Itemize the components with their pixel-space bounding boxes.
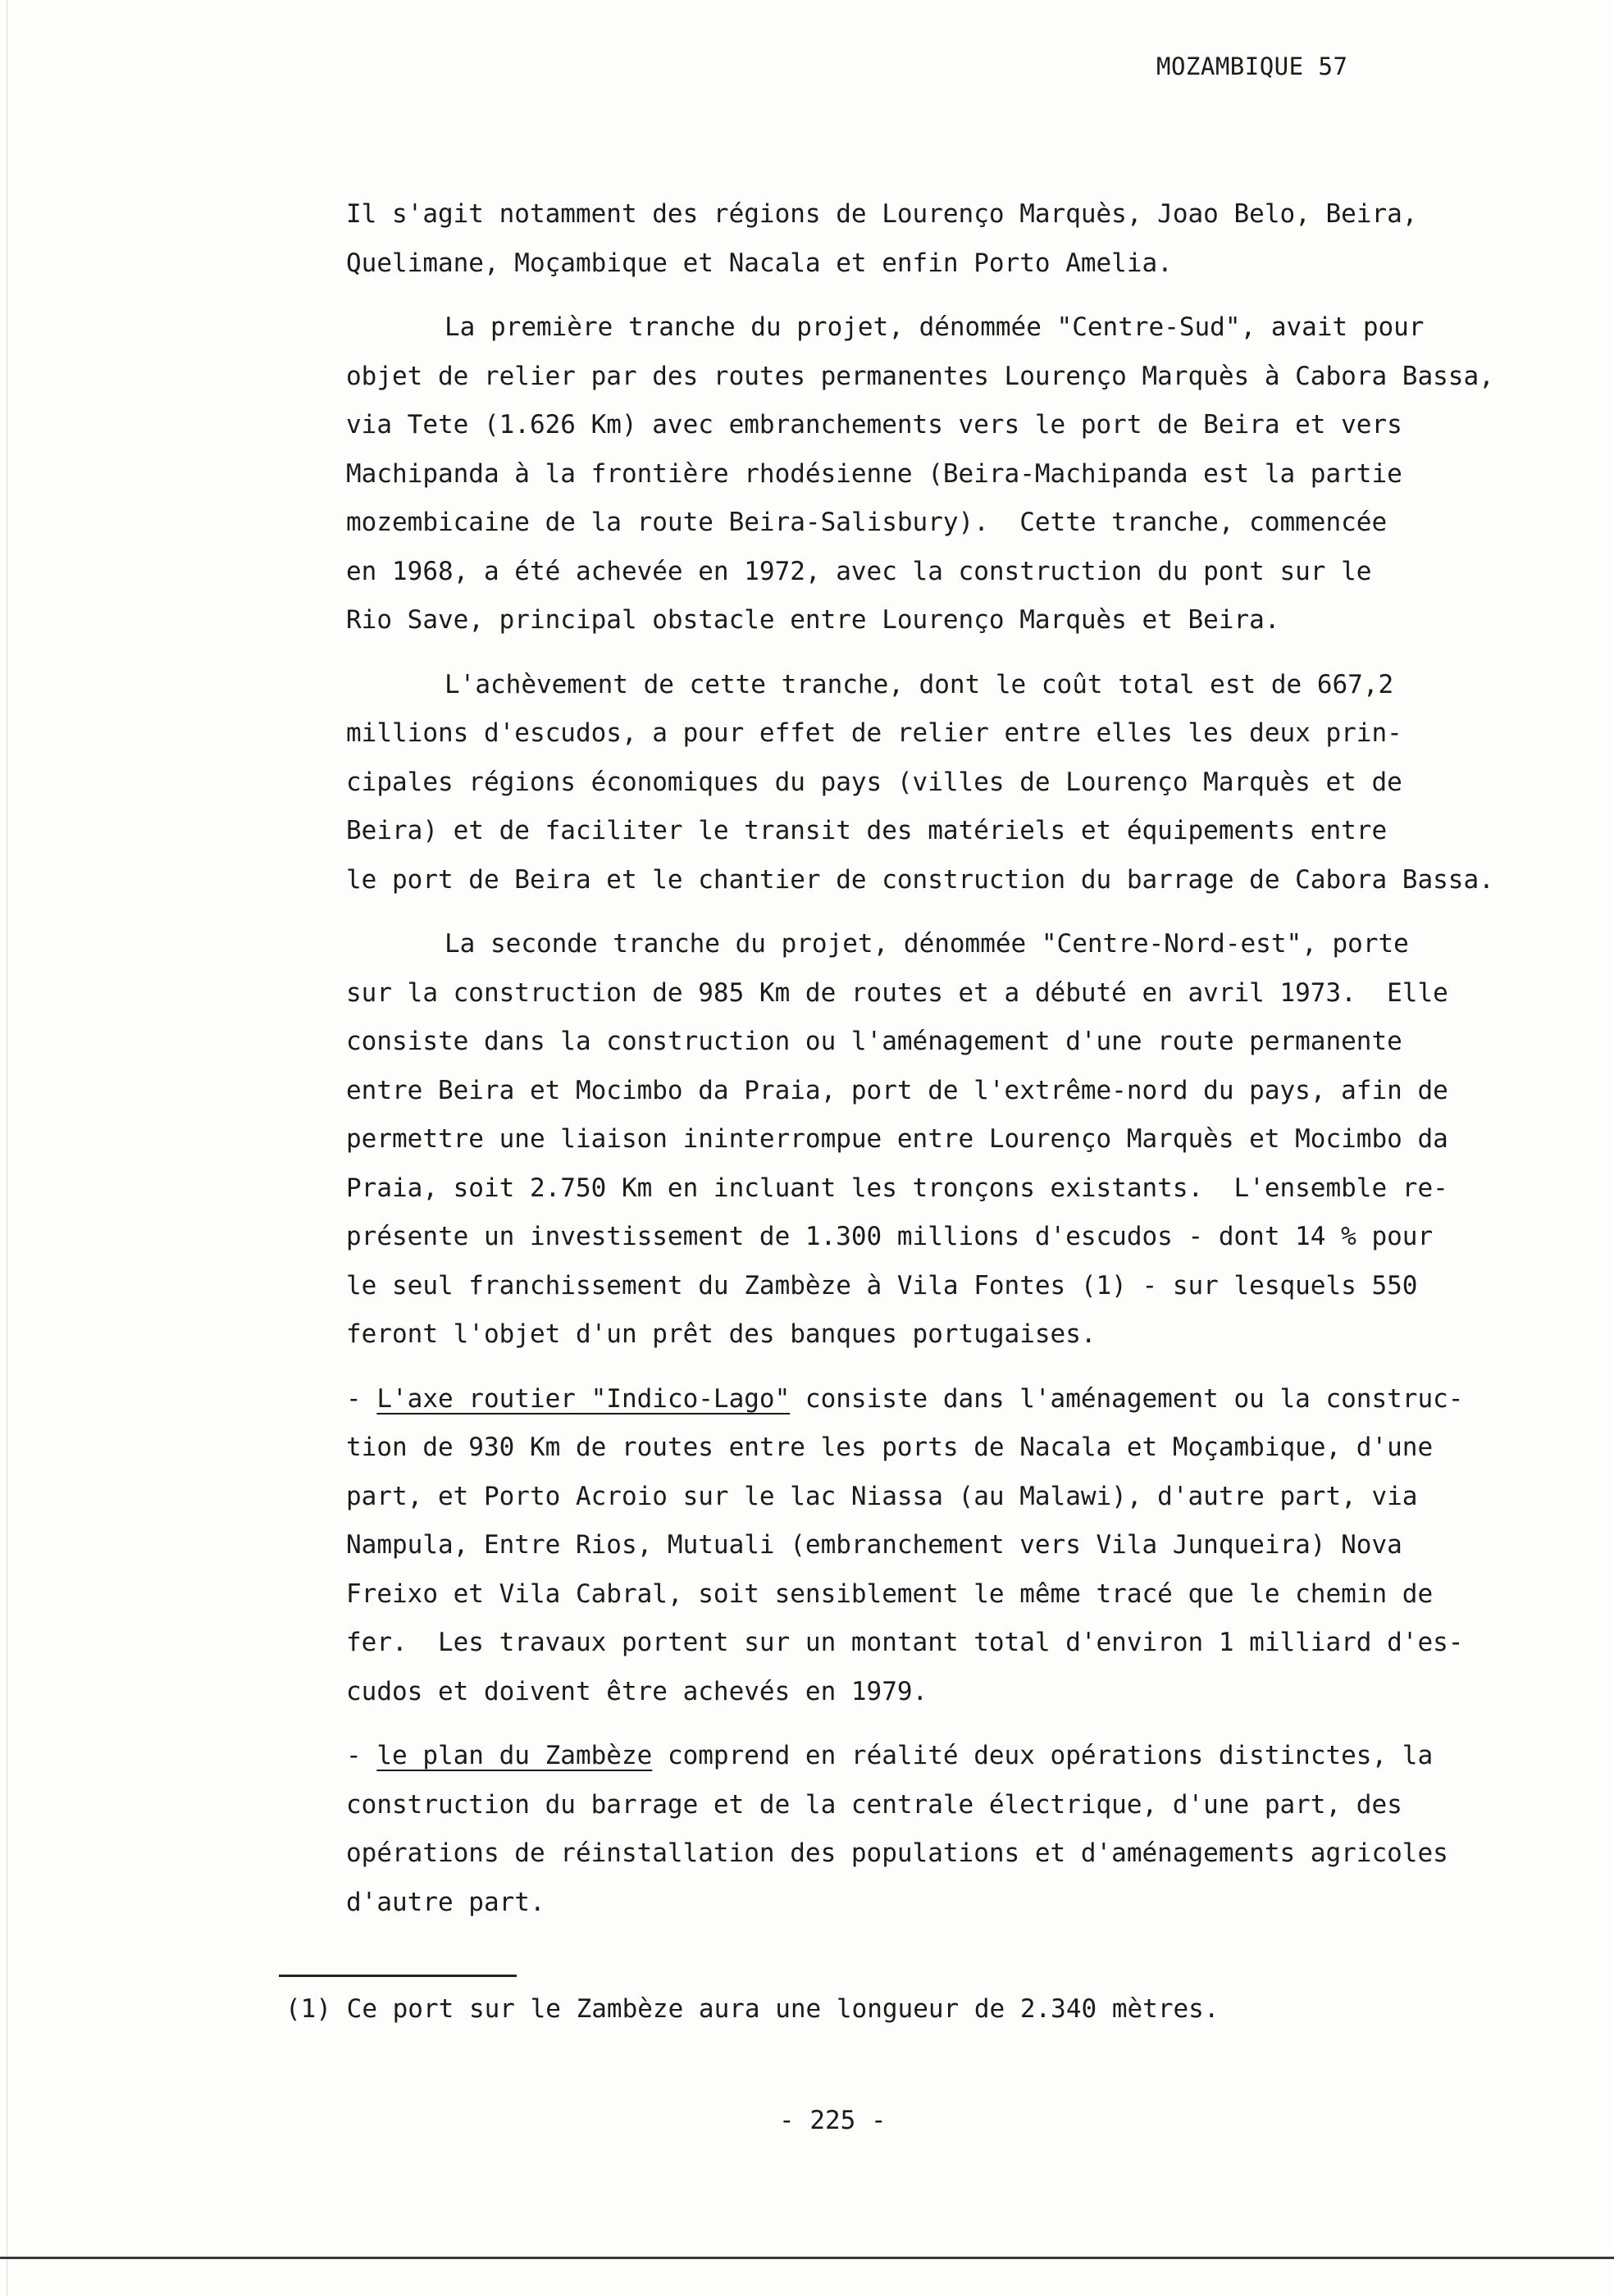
paragraph-4 [346,920,1584,1360]
paragraph-3 [346,661,1584,905]
text-line: L'achèvement de cette tranche, dont le coût total est de 667,2 [445,669,1394,699]
text-line: consiste dans la construction ou l'aménagement d'une route permanente [346,1027,1402,1056]
text-line: mozembicaine de la route Beira-Salisbury). Cette tranche, commencée [346,508,1388,537]
paragraph-1 [346,190,1584,288]
text-span: consiste dans l'aménagement ou la construc- [790,1383,1464,1414]
text-line: en 1968, a été achevée en 1972, avec la construction du pont sur le [346,556,1372,586]
page-number: - 225 - [779,2106,887,2135]
text-line: cipales régions économiques du pays (villes de Lourenço Marquès et de [346,767,1402,797]
text-line: permettre une liaison ininterrompue entre Lourenço Marquès et Mocimbo da [346,1124,1448,1154]
text-line: via Tete (1.626 Km) avec embranchements vers le port de Beira et vers [346,410,1402,440]
text-line: Praia, soit 2.750 Km en incluant les tronçons existants. L'ensemble re- [346,1173,1448,1203]
body-text [346,190,1584,1943]
text-line: Nampula, Entre Rios, Mutuali (embranchement vers Vila Junqueira) Nova [346,1530,1402,1560]
text-line: sur la construction de 985 Km de routes et a débuté en avril 1973. Elle [346,977,1448,1008]
running-head: MOZAMBIQUE 57 [1156,52,1348,80]
text-line: Beira) et de faciliter le transit des matériels et équipements entre [346,816,1388,845]
footnote-separator [279,1975,517,1977]
text-line: tion de 930 Km de routes entre les ports de Nacala et Moçambique, d'une [346,1433,1434,1462]
paragraph-2 [346,303,1584,645]
text-line [346,1732,1584,1781]
footnote: (1) Ce port sur le Zambèze aura une longueur de 2.340 mètres. [285,1994,1220,2024]
text-line [346,1375,1584,1424]
text-line: Il s'agit notamment des régions de Lourenço Marquès, Joao Belo, Beira, [346,199,1418,229]
section-term-plan-zambeze: le plan du Zambèze [376,1741,653,1770]
text-line: le seul franchissement du Zambèze à Vila Fontes (1) - sur lesquels 550 [346,1270,1418,1301]
text-span: comprend en réalité deux opérations distinctes, la [652,1741,1434,1770]
text-line: construction du barrage et de la centrale électrique, d'une part, des [346,1789,1402,1820]
text-line: d'autre part. [346,1887,545,1917]
text-line: part, et Porto Acroio sur le lac Niassa (au Malawi), d'autre part, via [346,1481,1418,1511]
text-line: La seconde tranche du projet, dénommée "Centre-Nord-est", porte [445,929,1409,959]
text-line: Rio Save, principal obstacle entre Lourenço Marquès et Beira. [346,605,1280,635]
list-dash: - [346,1383,377,1414]
text-line: Freixo et Vila Cabral, soit sensiblement le même tracé que le chemin de [346,1578,1434,1609]
scan-edge-bottom [0,2257,1614,2259]
paragraph-zambeze [346,1732,1584,1927]
text-line: présente un investissement de 1.300 millions d'escudos - dont 14 % pour [346,1222,1434,1251]
list-dash: - [346,1741,377,1770]
text-line: feront l'objet d'un prêt des banques portugaises. [346,1319,1097,1349]
text-line: objet de relier par des routes permanentes Lourenço Marquès à Cabora Bassa, [346,361,1494,391]
text-line: opérations de réinstallation des populations et d'aménagements agricoles [346,1838,1448,1868]
text-line: millions d'escudos, a pour effet de relier entre elles les deux prin- [346,718,1402,748]
paragraph-indico-lago [346,1375,1584,1717]
text-line: fer. Les travaux portent sur un montant total d'environ 1 milliard d'es- [346,1628,1464,1657]
text-line: Quelimane, Moçambique et Nacala et enfin Porto Amelia. [346,248,1173,278]
section-term-indico-lago: L'axe routier "Indico-Lago" [376,1383,791,1414]
text-line: entre Beira et Mocimbo da Praia, port de l'extrême-nord du pays, afin de [346,1075,1448,1105]
text-line: le port de Beira et le chantier de construction du barrage de Cabora Bassa. [346,864,1494,895]
text-line: cudos et doivent être achevés en 1979. [346,1676,928,1706]
text-line: La première tranche du projet, dénommée "Centre-Sud", avait pour [445,312,1425,342]
text-line: Machipanda à la frontière rhodésienne (Beira-Machipanda est la partie [346,458,1402,489]
